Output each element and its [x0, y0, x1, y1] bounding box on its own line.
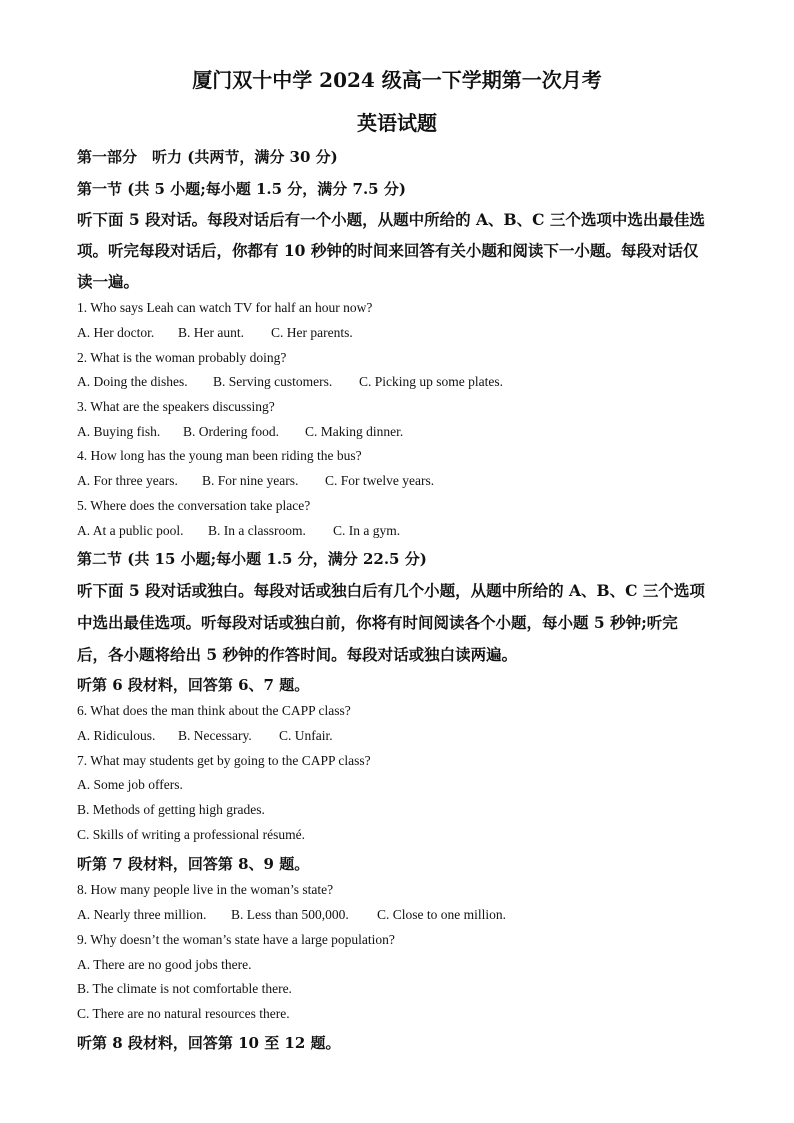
question-5-options — [77, 523, 400, 539]
section2-instruction-line: 听下面 5 段对话或独白。每段对话或独白后有几个小题，从题中所给的 A、B、C 三个选项 — [77, 581, 705, 600]
option-a: A. Buying fish. — [77, 424, 161, 439]
section2-instruction-line: 后，各小题将给出 5 秒钟的作答时间。每段对话或独白读两遍。 — [77, 645, 518, 664]
question-1-stem: 1. Who says Leah can watch TV for half an hour now? — [77, 300, 373, 315]
exam-subtitle: 英语试题 — [357, 111, 437, 135]
question-6-stem: 6. What does the man think about the CAPP class? — [77, 703, 351, 718]
option-b: B. In a classroom. — [208, 523, 306, 538]
question-4-options — [77, 473, 434, 489]
option-b: B. Ordering food. — [183, 424, 279, 439]
option-a: A. Doing the dishes. — [77, 374, 188, 389]
question-8-stem: 8. How many people live in the woman’s state? — [77, 882, 334, 897]
option-c: C. Her parents. — [271, 325, 353, 340]
section1-instruction-line: 读一遍。 — [77, 272, 140, 291]
option-a: A. Her doctor. — [77, 325, 155, 340]
option-c: C. Picking up some plates. — [359, 374, 503, 389]
option-c: C. Close to one million. — [377, 907, 507, 922]
question-9-option-a: A. There are no good jobs there. — [77, 957, 252, 972]
section1-instruction-line: 项。听完每段对话后，你都有 10 秒钟的时间来回答有关小题和阅读下一小题。每段对话仅 — [77, 241, 699, 260]
option-b: B. Necessary. — [178, 728, 252, 743]
option-a: A. Nearly three million. — [77, 907, 207, 922]
material-8-heading: 听第 8 段材料，回答第 10 至 12 题。 — [77, 1034, 341, 1052]
part1-heading: 第一部分 听力 (共两节，满分 30 分) — [77, 148, 338, 166]
question-7-option-c: C. Skills of writing a professional résumé. — [77, 827, 305, 842]
question-3-options — [77, 424, 403, 440]
question-7-option-a: A. Some job offers. — [77, 777, 183, 792]
question-5-stem: 5. Where does the conversation take place? — [77, 498, 311, 513]
question-7-stem: 7. What may students get by going to the CAPP class? — [77, 753, 371, 768]
question-9-option-b: B. The climate is not comfortable there. — [77, 981, 292, 996]
question-2-options — [77, 374, 503, 390]
section2-heading: 第二节 (共 15 小题;每小题 1.5 分，满分 22.5 分) — [77, 550, 427, 568]
exam-title: 厦门双十中学 2024 级高一下学期第一次月考 — [192, 68, 602, 92]
option-b: B. Serving customers. — [213, 374, 333, 389]
option-b: B. Less than 500,000. — [231, 907, 349, 922]
option-a: A. At a public pool. — [77, 523, 184, 538]
option-a: A. For three years. — [77, 473, 178, 488]
question-2-stem: 2. What is the woman probably doing? — [77, 350, 287, 365]
option-a: A. Ridiculous. — [77, 728, 156, 743]
option-b: B. Her aunt. — [178, 325, 244, 340]
section1-heading: 第一节 (共 5 小题;每小题 1.5 分，满分 7.5 分) — [77, 180, 406, 198]
question-8-options — [77, 907, 506, 923]
option-c: C. In a gym. — [333, 523, 401, 538]
question-1-options — [77, 325, 353, 341]
question-6-options — [77, 728, 333, 744]
question-9-option-c: C. There are no natural resources there. — [77, 1006, 290, 1021]
question-9-stem: 9. Why doesn’t the woman’s state have a large population? — [77, 932, 395, 947]
question-7-option-b: B. Methods of getting high grades. — [77, 802, 265, 817]
option-c: C. Making dinner. — [305, 424, 404, 439]
option-c: C. For twelve years. — [325, 473, 435, 488]
question-3-stem: 3. What are the speakers discussing? — [77, 399, 275, 414]
material-7-heading: 听第 7 段材料，回答第 8、9 题。 — [77, 855, 310, 873]
section1-instruction-line: 听下面 5 段对话。每段对话后有一个小题，从题中所给的 A、B、C 三个选项中选出最佳选 — [77, 210, 705, 229]
option-b: B. For nine years. — [202, 473, 299, 488]
material-6-heading: 听第 6 段材料，回答第 6、7 题。 — [77, 676, 310, 694]
section2-instruction-line: 中选出最佳选项。听每段对话或独白前，你将有时间阅读各个小题，每小题 5 秒钟;听完 — [77, 613, 678, 632]
question-4-stem: 4. How long has the young man been riding the bus? — [77, 448, 362, 463]
option-c: C. Unfair. — [279, 728, 333, 743]
